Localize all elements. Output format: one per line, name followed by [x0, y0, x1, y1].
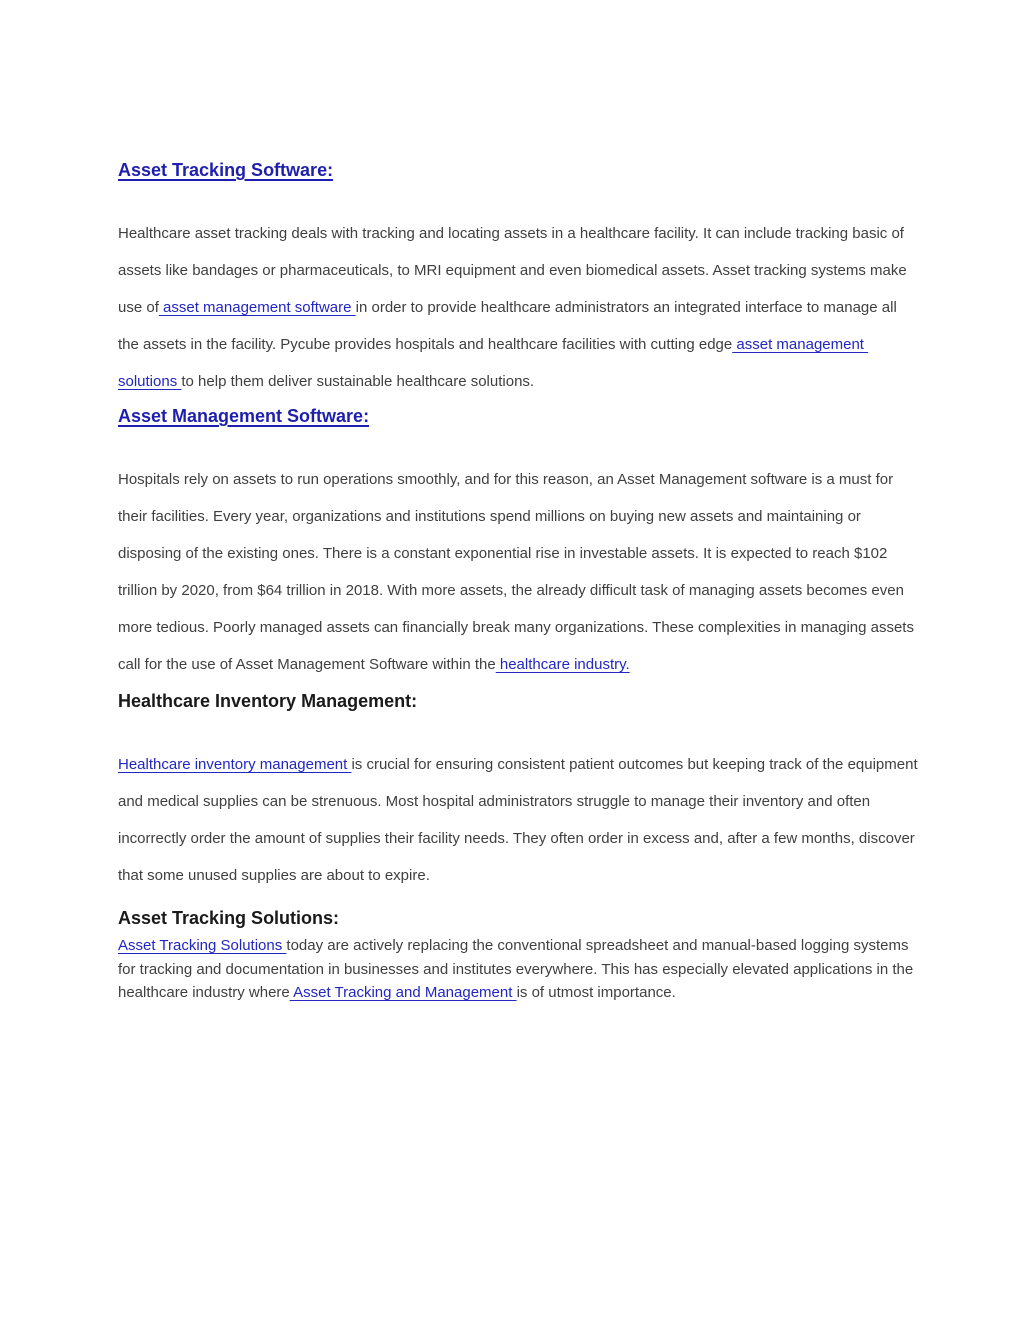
link-healthcare-inventory-management[interactable]: Healthcare inventory management	[118, 756, 352, 773]
link-asset-tracking-and-management[interactable]: Asset Tracking and Management	[289, 984, 517, 1001]
section-asset-tracking-solutions	[118, 906, 918, 1005]
text-run: to help them deliver sustainable healthcare solutions.	[181, 373, 535, 390]
heading-asset-tracking-software: Asset Tracking Software:	[118, 160, 334, 180]
text-run: today are actively replacing the conventional spreadsheet and manual-based logging systems for tracking and documentation in businesses and institutes everywhere. This has especially elevated applications in the healthcare industry where	[118, 937, 914, 1001]
section-asset-management-software	[118, 404, 918, 683]
paragraph-asset-tracking	[118, 215, 918, 400]
text-run: in order to provide healthcare administrators an integrated interface to manage all the assets in the facility. Pycube provides hospitals and healthcare facilities with cutting edge	[118, 299, 897, 353]
heading-asset-tracking-solutions: Asset Tracking Solutions:	[118, 908, 340, 928]
link-asset-management-solutions[interactable]: asset management solutions	[118, 336, 869, 390]
link-asset-management-software[interactable]: asset management software	[158, 299, 356, 316]
text-run: is of utmost importance.	[516, 984, 676, 1001]
document-content	[118, 156, 918, 1005]
paragraph-asset-management	[118, 461, 918, 683]
link-healthcare-industry[interactable]: healthcare industry.	[495, 656, 630, 673]
heading-healthcare-inventory-management: Healthcare Inventory Management:	[118, 691, 418, 711]
paragraph-asset-tracking-solutions	[118, 934, 918, 1005]
text-run: is crucial for ensuring consistent patient outcomes but keeping track of the equipment and medical supplies can be strenuous. Most hospital administrators struggle to manage their inventory and often incorrectly order the amount of supplies their facility needs. They often order in excess and, after a few months, discover that some unused supplies are about to expire.	[118, 756, 918, 884]
link-asset-tracking-solutions[interactable]: Asset Tracking Solutions	[118, 937, 287, 954]
paragraph-healthcare-inventory	[118, 746, 918, 894]
text-run: Healthcare asset tracking deals with tracking and locating assets in a healthcare facility. It can include tracking basic of assets like bandages or pharmaceuticals, to MRI equipment and even biomedical assets. Asset tracking systems make use of	[118, 225, 907, 316]
heading-asset-management-software: Asset Management Software:	[118, 406, 370, 426]
section-asset-tracking-software	[118, 158, 918, 400]
text-run: Hospitals rely on assets to run operations smoothly, and for this reason, an Asset Management software is a must for their facilities. Every year, organizations and institutions spend millions on buying new assets and maintaining or disposing of the existing ones. There is a constant exponential rise in investable assets. It is expected to reach $102 trillion by 2020, from $64 trillion in 2018. With more assets, the already difficult task of managing assets becomes even more tedious. Poorly managed assets can financially break many organizations. These complexities in managing assets call for the use of Asset Management Software within the	[118, 471, 914, 673]
section-healthcare-inventory-management	[118, 689, 918, 894]
